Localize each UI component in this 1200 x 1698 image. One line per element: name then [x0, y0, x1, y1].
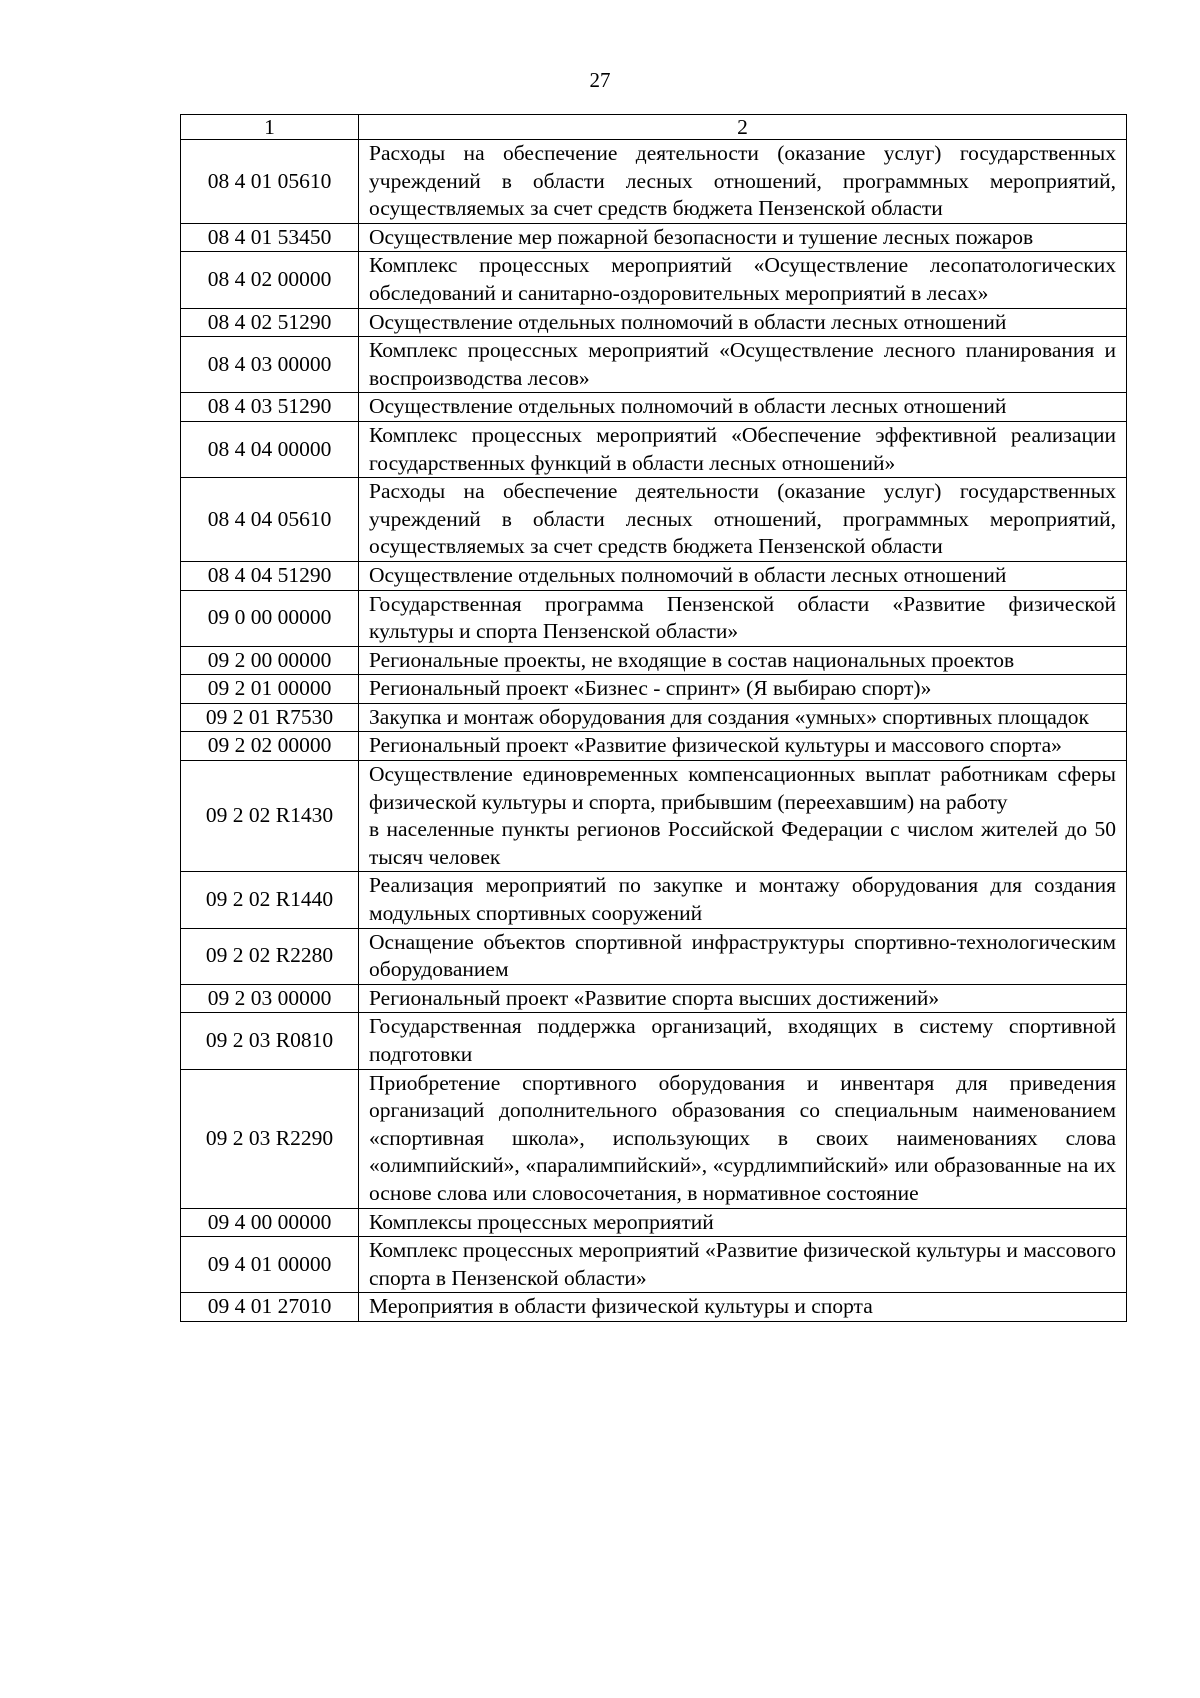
- row-description: Осуществление отдельных полномочий в области лесных отношений: [359, 308, 1127, 337]
- row-description: Региональный проект «Бизнес - спринт» (Я выбираю спорт)»: [359, 675, 1127, 704]
- row-code: 09 2 02 R1440: [181, 872, 359, 928]
- row-code: 08 4 01 05610: [181, 140, 359, 224]
- row-description: Государственная поддержка организаций, входящих в систему спортивной подготовки: [359, 1013, 1127, 1069]
- row-code: 09 2 03 00000: [181, 984, 359, 1013]
- table-row: [181, 761, 1127, 872]
- table-header-row: [181, 115, 1127, 140]
- row-description: Региональный проект «Развитие спорта высших достижений»: [359, 984, 1127, 1013]
- row-description: Осуществление мер пожарной безопасности и тушение лесных пожаров: [359, 223, 1127, 252]
- table-row: [181, 984, 1127, 1013]
- row-description: Оснащение объектов спортивной инфраструктуры спортивно-технологическим оборудованием: [359, 928, 1127, 984]
- row-code: 09 2 02 00000: [181, 732, 359, 761]
- table-row: [181, 872, 1127, 928]
- row-description: Осуществление отдельных полномочий в области лесных отношений: [359, 561, 1127, 590]
- row-code: 08 4 02 51290: [181, 308, 359, 337]
- row-description: Расходы на обеспечение деятельности (оказание услуг) государственных учреждений в области лесных отношений, программных мероприятий, осуществляемых за счет средств бюджета Пензенской области: [359, 478, 1127, 562]
- row-code: 09 4 00 00000: [181, 1208, 359, 1237]
- table-row: [181, 1208, 1127, 1237]
- table-row: [181, 675, 1127, 704]
- row-description: Региональные проекты, не входящие в состав национальных проектов: [359, 646, 1127, 675]
- table-row: [181, 1293, 1127, 1322]
- row-description: Комплекс процессных мероприятий «Осуществление лесного планирования и воспроизводства лесов»: [359, 337, 1127, 393]
- row-code: 09 2 00 00000: [181, 646, 359, 675]
- table-row: [181, 308, 1127, 337]
- row-description: Осуществление отдельных полномочий в области лесных отношений: [359, 393, 1127, 422]
- row-code: 09 2 03 R2290: [181, 1069, 359, 1208]
- page-number: 27: [589, 68, 611, 92]
- row-description: Осуществление единовременных компенсационных выплат работникам сферы физической культуры и спорта, прибывшим (переехавшим) на работу в населенные пункты регионов Российской Федерации с числом жителей до 50 тысяч человек: [359, 761, 1127, 872]
- row-description: Региональный проект «Развитие физической культуры и массового спорта»: [359, 732, 1127, 761]
- table-row: [181, 646, 1127, 675]
- table-row: [181, 393, 1127, 422]
- table-row: [181, 223, 1127, 252]
- row-description: Расходы на обеспечение деятельности (оказание услуг) государственных учреждений в области лесных отношений, программных мероприятий, осуществляемых за счет средств бюджета Пензенской области: [359, 140, 1127, 224]
- row-code: 09 4 01 27010: [181, 1293, 359, 1322]
- row-code: 09 2 02 R2280: [181, 928, 359, 984]
- table-row: [181, 732, 1127, 761]
- table-row: [181, 1013, 1127, 1069]
- budget-codes-table: [180, 114, 1127, 1322]
- row-description: Приобретение спортивного оборудования и инвентаря для приведения организаций дополнительного образования со специальным наименованием «спортивная школа», использующих в своих наименованиях слова «олимпийский», «паралимпийский», «сурдлимпийский» или образованные на их основе слова или словосочетания, в нормативное состояние: [359, 1069, 1127, 1208]
- table-row: [181, 1069, 1127, 1208]
- table-row: [181, 140, 1127, 224]
- table-row: [181, 590, 1127, 646]
- row-code: 09 2 01 00000: [181, 675, 359, 704]
- row-code: 08 4 03 00000: [181, 337, 359, 393]
- row-code: 08 4 01 53450: [181, 223, 359, 252]
- row-code: 08 4 04 05610: [181, 478, 359, 562]
- table-row: [181, 252, 1127, 308]
- row-code: 08 4 04 51290: [181, 561, 359, 590]
- row-description: Реализация мероприятий по закупке и монтажу оборудования для создания модульных спортивных сооружений: [359, 872, 1127, 928]
- table-row: [181, 703, 1127, 732]
- table-body: [181, 140, 1127, 1322]
- table-row: [181, 928, 1127, 984]
- row-code: 08 4 02 00000: [181, 252, 359, 308]
- row-code: 09 2 01 R7530: [181, 703, 359, 732]
- row-description: Комплекс процессных мероприятий «Развитие физической культуры и массового спорта в Пензенской области»: [359, 1237, 1127, 1293]
- row-code: 09 2 02 R1430: [181, 761, 359, 872]
- row-description: Комплекс процессных мероприятий «Осуществление лесопатологических обследований и санитарно-оздоровительных мероприятий в лесах»: [359, 252, 1127, 308]
- table-row: [181, 561, 1127, 590]
- row-code: 08 4 03 51290: [181, 393, 359, 422]
- row-description: Комплексы процессных мероприятий: [359, 1208, 1127, 1237]
- column-header-description: 2: [359, 115, 1127, 140]
- row-description: Комплекс процессных мероприятий «Обеспечение эффективной реализации государственных функций в области лесных отношений»: [359, 421, 1127, 477]
- row-code: 09 0 00 00000: [181, 590, 359, 646]
- row-description: Закупка и монтаж оборудования для создания «умных» спортивных площадок: [359, 703, 1127, 732]
- column-header-code: 1: [181, 115, 359, 140]
- table-row: [181, 478, 1127, 562]
- row-code: 09 4 01 00000: [181, 1237, 359, 1293]
- row-code: 09 2 03 R0810: [181, 1013, 359, 1069]
- table-row: [181, 1237, 1127, 1293]
- row-description: Мероприятия в области физической культуры и спорта: [359, 1293, 1127, 1322]
- row-code: 08 4 04 00000: [181, 421, 359, 477]
- table-row: [181, 421, 1127, 477]
- table-row: [181, 337, 1127, 393]
- row-description: Государственная программа Пензенской области «Развитие физической культуры и спорта Пензенской области»: [359, 590, 1127, 646]
